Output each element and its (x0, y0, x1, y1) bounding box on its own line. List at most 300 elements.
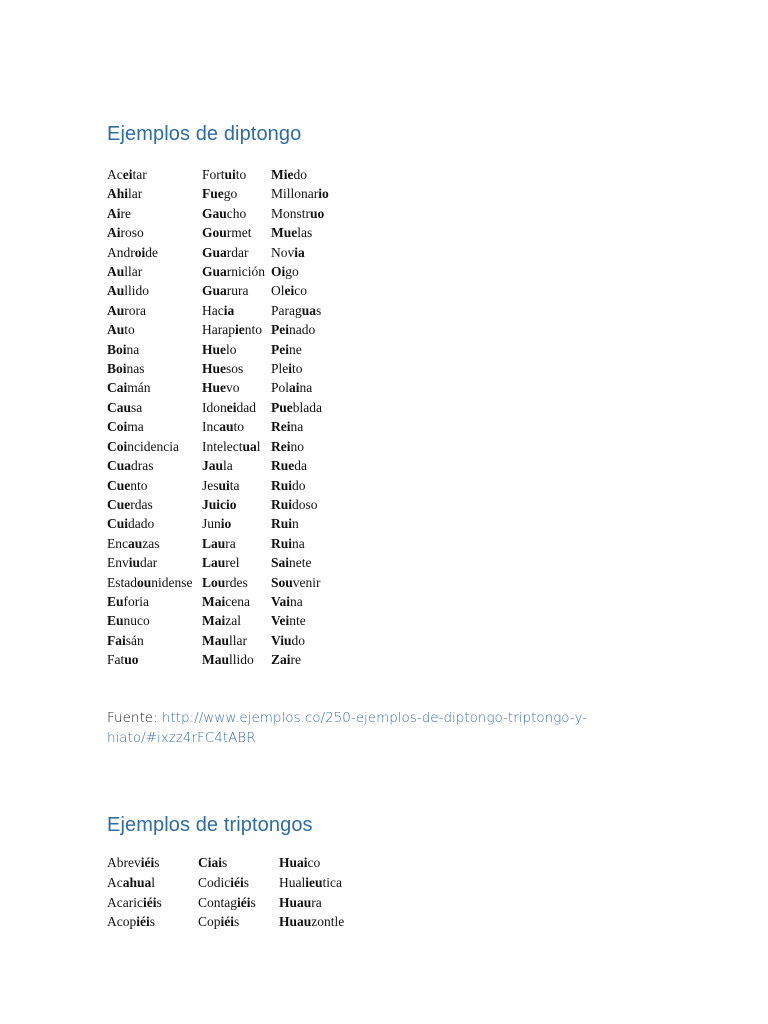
word-part: rdes (225, 574, 248, 590)
table-row (107, 592, 361, 611)
word-highlight: Hue (202, 380, 227, 396)
word-cell (198, 912, 279, 932)
word-cell (107, 592, 202, 611)
word-part: l (256, 438, 261, 454)
word-highlight: Mie (271, 167, 294, 182)
word-cell (271, 165, 361, 184)
word-part: foria (123, 593, 149, 609)
word-cell (271, 320, 361, 339)
word-cell (271, 495, 361, 514)
word-part: las (297, 225, 313, 241)
word-highlight: Mue (271, 225, 298, 241)
word-cell (107, 262, 202, 281)
word-part: s (243, 874, 250, 890)
word-cell (107, 893, 198, 913)
word-highlight: Boi (107, 341, 127, 357)
word-highlight: Huau (279, 894, 312, 910)
word-part: llido (229, 652, 254, 668)
word-highlight: Huai (279, 855, 308, 870)
word-cell (202, 514, 271, 533)
word-highlight: Hue (202, 341, 227, 357)
word-highlight: Gua (202, 283, 227, 299)
word-cell (107, 650, 202, 669)
word-part: lar (128, 186, 143, 202)
word-highlight: ai (289, 380, 300, 396)
word-cell (271, 184, 361, 203)
table-row (107, 378, 361, 397)
word-highlight: Jau (202, 458, 224, 474)
word-highlight: Cui (107, 516, 129, 532)
word-highlight: Au (107, 322, 125, 338)
word-cell (107, 223, 202, 242)
word-highlight: Gou (202, 225, 227, 241)
word-cell (271, 514, 361, 533)
word-highlight: Ahi (107, 186, 129, 202)
table-row (107, 204, 361, 223)
word-part: Abrev (107, 855, 141, 870)
word-part: llar (124, 264, 143, 280)
word-part: s (250, 894, 256, 910)
word-cell (198, 853, 279, 873)
word-part: Monstr (271, 205, 311, 221)
word-highlight: io (226, 496, 237, 512)
word-cell (202, 359, 271, 378)
table-row (107, 417, 361, 436)
word-highlight: Cua (107, 458, 132, 474)
word-part: s (156, 894, 162, 910)
word-part: Harap (202, 322, 235, 338)
word-highlight: Lau (202, 535, 226, 551)
word-cell (107, 243, 202, 262)
word-highlight: oi (134, 244, 146, 260)
word-cell (107, 184, 202, 203)
word-cell (202, 243, 271, 262)
word-part: cho (226, 205, 247, 221)
word-highlight: Au (107, 264, 125, 280)
word-part: to (235, 167, 247, 182)
table-row (107, 534, 361, 553)
word-part: roso (120, 225, 144, 241)
word-part: zal (225, 613, 241, 629)
word-highlight: ei (226, 399, 237, 415)
word-highlight: Huau (279, 914, 312, 930)
word-highlight: Lou (202, 574, 226, 590)
word-part: Jes (202, 477, 219, 493)
word-cell (271, 281, 361, 300)
word-part: cena (225, 593, 250, 609)
word-highlight: Sai (271, 555, 290, 571)
word-cell (202, 476, 271, 495)
word-cell (279, 873, 369, 893)
word-part: Ple (271, 361, 289, 377)
word-part: Jun (202, 516, 221, 532)
table-row (107, 437, 361, 456)
word-cell (107, 281, 202, 300)
word-highlight: ua (242, 438, 257, 454)
word-cell (202, 611, 271, 630)
word-highlight: i (288, 361, 293, 377)
word-part: sos (226, 361, 244, 377)
diphthong-word-table (107, 165, 361, 670)
word-highlight: Au (107, 302, 125, 318)
word-part: no (290, 438, 304, 454)
word-cell (271, 223, 361, 242)
table-row (107, 611, 361, 630)
word-part: Intelect (202, 438, 243, 454)
word-part: Contag (198, 894, 237, 910)
word-part: na (126, 341, 140, 357)
word-part: Nov (271, 244, 295, 260)
word-part: dar (140, 555, 158, 571)
word-part: co (307, 855, 321, 870)
word-highlight: iéi (142, 894, 157, 910)
word-cell (271, 378, 361, 397)
word-highlight: ei (284, 283, 295, 299)
word-cell (202, 592, 271, 611)
word-highlight: Rei (271, 438, 291, 454)
diphthong-heading: Ejemplos de diptongo (107, 123, 302, 145)
word-highlight: iéi (230, 874, 244, 890)
word-part: ma (127, 419, 144, 435)
word-highlight: io (318, 186, 329, 202)
word-part: co (294, 283, 307, 299)
word-highlight: ui (218, 477, 230, 493)
word-part: rora (124, 302, 146, 318)
word-part: do (291, 632, 306, 648)
word-cell (279, 853, 369, 873)
word-part: doso (292, 496, 318, 512)
word-cell (107, 573, 202, 592)
word-cell (202, 573, 271, 592)
word-cell (271, 417, 361, 436)
word-cell (107, 476, 202, 495)
word-part: nto (244, 322, 262, 338)
word-part: tar (132, 167, 147, 182)
word-part: sán (125, 632, 144, 648)
word-part: rel (225, 555, 240, 571)
word-cell (202, 204, 271, 223)
word-highlight: iéi (220, 914, 235, 930)
word-highlight: Coi (107, 419, 128, 435)
word-part: na (290, 593, 303, 609)
word-part: ra (311, 894, 322, 910)
word-highlight: Mai (202, 593, 226, 609)
word-highlight: Rui (271, 535, 293, 551)
word-part: rdar (226, 244, 249, 260)
word-cell (271, 301, 361, 320)
word-part: Env (107, 555, 129, 571)
word-highlight: Mau (202, 632, 229, 648)
source-citation (107, 708, 607, 748)
word-part: lo (226, 341, 237, 357)
word-part: Ac (107, 167, 123, 182)
word-cell (107, 398, 202, 417)
word-highlight: ieu (305, 874, 323, 890)
word-highlight: Gau (202, 205, 227, 221)
word-highlight: Rei (271, 419, 291, 435)
word-part: tica (322, 874, 343, 890)
word-part: re (290, 652, 302, 668)
word-part: Acaric (107, 894, 143, 910)
word-highlight: Sou (271, 574, 293, 590)
word-cell (107, 631, 202, 650)
table-row (107, 495, 361, 514)
word-cell (202, 398, 271, 417)
word-cell (107, 611, 202, 630)
word-cell (107, 534, 202, 553)
source-link[interactable]: http://www.ejemplos.co/250-ejemplos-de-diptongo-triptongo-y-hiato/#ixzz4rFC4tABR (107, 710, 588, 746)
word-cell (271, 437, 361, 456)
word-part: ra (225, 535, 236, 551)
word-cell (202, 184, 271, 203)
word-part: Ac (107, 874, 123, 890)
table-row (107, 912, 369, 932)
source-label: Fuente: (107, 710, 162, 726)
word-part: rnición (226, 264, 266, 280)
word-part: s (316, 302, 322, 318)
word-highlight: Rui (271, 477, 293, 493)
word-highlight: Vei (271, 613, 290, 629)
word-cell (271, 243, 361, 262)
word-cell (107, 495, 202, 514)
word-highlight: ou (137, 574, 152, 590)
word-cell (271, 340, 361, 359)
word-highlight: Eu (107, 613, 124, 629)
word-cell (107, 456, 202, 475)
word-cell (271, 476, 361, 495)
word-cell (202, 534, 271, 553)
word-part: s (222, 855, 228, 870)
word-part: llido (124, 283, 150, 299)
word-cell (198, 873, 279, 893)
word-cell (107, 204, 202, 223)
word-part: vo (226, 380, 240, 396)
word-part: la (223, 458, 233, 474)
word-part: l (151, 874, 156, 890)
table-row (107, 281, 361, 300)
word-part: Acop (107, 914, 137, 930)
word-part: nto (130, 477, 148, 493)
word-highlight: Pei (271, 322, 289, 338)
word-highlight: Cau (107, 399, 132, 415)
table-row (107, 650, 361, 669)
word-part: to (292, 361, 303, 377)
word-highlight: Eu (107, 593, 124, 609)
table-row (107, 301, 361, 320)
table-row (107, 853, 369, 873)
word-cell (271, 650, 361, 669)
word-part: Fat (107, 652, 125, 668)
word-cell (107, 912, 198, 932)
word-part: nte (289, 613, 306, 629)
word-part: na (292, 535, 305, 551)
word-cell (107, 417, 202, 436)
word-highlight: io (220, 516, 232, 532)
word-cell (107, 853, 198, 873)
word-highlight: Gua (202, 244, 227, 260)
table-row (107, 359, 361, 378)
word-highlight: Cue (107, 496, 131, 512)
word-part: n (292, 516, 299, 532)
word-part: llar (229, 632, 247, 648)
word-part: ncidencia (127, 438, 179, 454)
word-part: re (120, 205, 131, 221)
word-highlight: uo (124, 652, 139, 668)
word-highlight: Rui (271, 496, 293, 512)
table-row (107, 340, 361, 359)
word-cell (107, 340, 202, 359)
word-part: na (299, 380, 313, 396)
word-cell (198, 893, 279, 913)
word-part: Enc (107, 535, 128, 551)
word-highlight: Gua (202, 264, 227, 280)
word-highlight: Lau (202, 555, 226, 571)
word-cell (271, 359, 361, 378)
word-part: sa (131, 399, 143, 415)
word-cell (107, 301, 202, 320)
word-part: dado (128, 516, 155, 532)
word-cell (279, 893, 369, 913)
word-cell (107, 165, 202, 184)
word-part: nidense (151, 574, 193, 590)
word-highlight: uo (310, 205, 325, 221)
word-cell (202, 553, 271, 572)
word-highlight: Viu (271, 632, 292, 648)
word-cell (107, 320, 202, 339)
word-part: nado (289, 322, 316, 338)
word-highlight: iéi (136, 914, 150, 930)
word-part: do (293, 167, 307, 182)
word-cell (107, 437, 202, 456)
word-cell (202, 301, 271, 320)
word-part: ta (229, 477, 240, 493)
word-highlight: iéi (140, 855, 155, 870)
word-highlight: Au (107, 283, 125, 299)
word-part: s (154, 855, 160, 870)
word-cell (202, 262, 271, 281)
word-highlight: Rue (271, 458, 295, 474)
word-highlight: ie (234, 322, 245, 338)
word-highlight: Hue (202, 361, 227, 377)
word-highlight: ei (122, 167, 133, 182)
word-cell (202, 165, 271, 184)
table-row (107, 476, 361, 495)
word-part: da (294, 458, 307, 474)
word-part: dad (236, 399, 256, 415)
table-row (107, 553, 361, 572)
word-cell (271, 204, 361, 223)
word-highlight: Mau (202, 652, 229, 668)
word-highlight: Zai (271, 652, 291, 668)
word-part: de (145, 244, 159, 260)
word-highlight: Coi (107, 438, 128, 454)
word-part: rdas (130, 496, 153, 512)
word-part: nete (289, 555, 312, 571)
word-part: Codic (198, 874, 231, 890)
word-cell (202, 456, 271, 475)
word-part: go (285, 264, 299, 280)
word-cell (271, 573, 361, 592)
word-part: Cop (198, 914, 221, 930)
table-row (107, 631, 361, 650)
table-row (107, 223, 361, 242)
word-highlight: Fai (107, 632, 126, 648)
word-part: to (124, 322, 135, 338)
word-highlight: ia (223, 302, 235, 318)
word-highlight: ua (301, 302, 317, 318)
word-highlight: Vai (271, 593, 291, 609)
word-part: venir (292, 574, 321, 590)
word-highlight: Mai (202, 613, 226, 629)
word-highlight: au (128, 535, 143, 551)
word-cell (107, 514, 202, 533)
word-highlight: Ai (107, 225, 121, 241)
word-cell (202, 340, 271, 359)
word-part: do (292, 477, 306, 493)
word-part: Estad (107, 574, 137, 590)
word-part: Idon (202, 399, 227, 415)
table-row (107, 573, 361, 592)
word-part: s (234, 914, 240, 930)
word-cell (202, 631, 271, 650)
word-cell (271, 592, 361, 611)
word-part: zas (142, 535, 160, 551)
word-part: rmet (226, 225, 252, 241)
triphthong-word-table (107, 853, 369, 932)
word-part: na (290, 419, 304, 435)
word-cell (202, 281, 271, 300)
table-row (107, 893, 369, 913)
word-highlight: Juic (202, 496, 227, 512)
word-highlight: Boi (107, 361, 127, 377)
word-cell (271, 456, 361, 475)
word-highlight: Fue (202, 186, 224, 202)
word-highlight: Pue (271, 399, 293, 415)
table-row (107, 184, 361, 203)
word-highlight: Cue (107, 477, 131, 493)
table-row (107, 165, 361, 184)
word-cell (107, 553, 202, 572)
word-cell (279, 912, 369, 932)
word-cell (271, 631, 361, 650)
table-row (107, 514, 361, 533)
word-highlight: Ai (107, 205, 121, 221)
word-cell (202, 223, 271, 242)
word-highlight: Oi (271, 264, 286, 280)
word-part: zontle (311, 914, 345, 930)
word-cell (107, 378, 202, 397)
word-part: nuco (123, 613, 150, 629)
word-part: Andr (107, 244, 135, 260)
word-cell (271, 534, 361, 553)
word-part: Inc (202, 419, 220, 435)
word-highlight: ahua (122, 874, 152, 890)
table-row (107, 243, 361, 262)
table-row (107, 320, 361, 339)
word-cell (202, 378, 271, 397)
word-highlight: Ciai (198, 855, 223, 870)
table-row (107, 873, 369, 893)
word-cell (202, 320, 271, 339)
triphthong-heading: Ejemplos de triptongos (107, 814, 313, 836)
word-part: Pol (271, 380, 290, 396)
word-part: ne (289, 341, 302, 357)
table-row (107, 398, 361, 417)
word-part: rura (226, 283, 249, 299)
word-part: go (223, 186, 238, 202)
word-cell (202, 495, 271, 514)
word-part: Fort (202, 167, 225, 182)
